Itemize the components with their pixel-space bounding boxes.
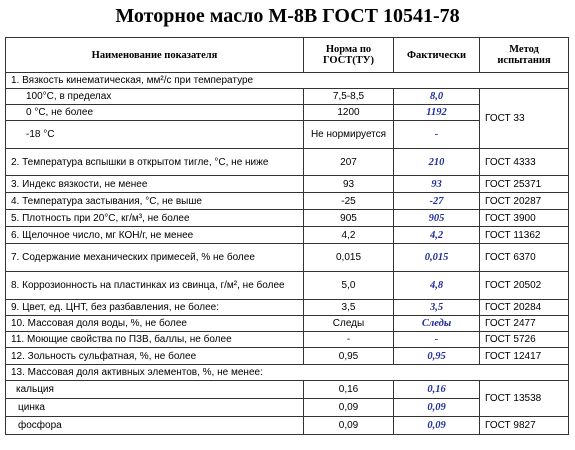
row-name: 3. Индекс вязкости, не менее: [6, 176, 304, 193]
row-fact: -: [394, 121, 480, 149]
document-title: Моторное масло М-8В ГОСТ 10541-78: [115, 5, 460, 27]
table-row: [6, 381, 569, 399]
row-name: 6. Щелочное число, мг КОН/г, не менее: [6, 227, 304, 244]
row-norm: -25: [304, 193, 394, 210]
row-method: ГОСТ 3900: [480, 210, 569, 227]
row-fact: 0,16: [394, 381, 480, 399]
row-name: -18 °С: [6, 121, 304, 149]
row-name: 5. Плотность при 20°С, кг/м³, не более: [6, 210, 304, 227]
header-norm: Норма по ГОСТ(ТУ): [304, 38, 394, 73]
row-name: 7. Содержание механических примесей, % не более: [6, 244, 304, 272]
row-norm: 3,5: [304, 300, 394, 316]
row-name: 4. Температура застывания, °С, не выше: [6, 193, 304, 210]
table-row: [6, 332, 569, 348]
table-row: [6, 149, 569, 176]
row-norm: -: [304, 332, 394, 348]
row-norm: 7,5-8,5: [304, 89, 394, 105]
row-norm: 1200: [304, 105, 394, 121]
header-row: [6, 38, 569, 73]
row-fact: 0,95: [394, 348, 480, 365]
table-row: [6, 348, 569, 365]
row-norm: 0,09: [304, 399, 394, 417]
row-fact: 4,8: [394, 272, 480, 300]
row-name: 2. Температура вспышки в открытом тигле, °С, не ниже: [6, 149, 304, 176]
row-fact: 210: [394, 149, 480, 176]
table-row: [6, 193, 569, 210]
row-fact: Следы: [394, 316, 480, 332]
row-fact: 0,09: [394, 399, 480, 417]
table-row: [6, 365, 569, 381]
row-norm: Следы: [304, 316, 394, 332]
row-name: цинка: [6, 399, 304, 417]
row-method: ГОСТ 6370: [480, 244, 569, 272]
row-fact: 3,5: [394, 300, 480, 316]
row-name: 13. Массовая доля активных элементов, %, не менее:: [6, 365, 569, 381]
row-method: ГОСТ 4333: [480, 149, 569, 176]
row-method: ГОСТ 20502: [480, 272, 569, 300]
row-method: ГОСТ 33: [480, 89, 569, 149]
row-method: ГОСТ 11362: [480, 227, 569, 244]
table-row: [6, 210, 569, 227]
row-name: 9. Цвет, ед. ЦНТ, без разбавления, не более:: [6, 300, 304, 316]
row-fact: 0,09: [394, 417, 480, 435]
table-row: [6, 316, 569, 332]
row-method: ГОСТ 9827: [480, 417, 569, 435]
row-fact: 905: [394, 210, 480, 227]
row-norm: 0,95: [304, 348, 394, 365]
table-row: [6, 176, 569, 193]
row-method: ГОСТ 25371: [480, 176, 569, 193]
row-method: ГОСТ 2477: [480, 316, 569, 332]
table-row: [6, 300, 569, 316]
row-name: 100°С, в пределах: [6, 89, 304, 105]
row-norm: 93: [304, 176, 394, 193]
row-method: ГОСТ 13538: [480, 381, 569, 417]
row-name: 12. Зольность сульфатная, %, не более: [6, 348, 304, 365]
row-norm: 4,2: [304, 227, 394, 244]
row-name: 11. Моющие свойства по ПЗВ, баллы, не более: [6, 332, 304, 348]
row-norm: Не нормируется: [304, 121, 394, 149]
table-row: [6, 272, 569, 300]
row-fact: 93: [394, 176, 480, 193]
table-row: [6, 227, 569, 244]
header-method: Метод испытания: [480, 38, 569, 73]
row-fact: 0,015: [394, 244, 480, 272]
header-fact: Фактически: [394, 38, 480, 73]
row-norm: 0,16: [304, 381, 394, 399]
row-name: кальция: [6, 381, 304, 399]
table-row: [6, 244, 569, 272]
row-fact: 8,0: [394, 89, 480, 105]
row-name: фосфора: [6, 417, 304, 435]
row-fact: 4,2: [394, 227, 480, 244]
header-name: Наименование показателя: [6, 38, 304, 73]
table-row: [6, 73, 569, 89]
row-name: 0 °С, не более: [6, 105, 304, 121]
row-fact: -27: [394, 193, 480, 210]
table-row: [6, 417, 569, 435]
row-norm: 905: [304, 210, 394, 227]
row-fact: -: [394, 332, 480, 348]
row-norm: 5,0: [304, 272, 394, 300]
row-method: ГОСТ 20287: [480, 193, 569, 210]
row-method: ГОСТ 5726: [480, 332, 569, 348]
row-method: ГОСТ 12417: [480, 348, 569, 365]
row-name: 1. Вязкость кинематическая, мм²/с при температуре: [6, 73, 569, 89]
row-norm: 207: [304, 149, 394, 176]
row-fact: 1192: [394, 105, 480, 121]
row-method: ГОСТ 20284: [480, 300, 569, 316]
row-name: 10. Массовая доля воды, %, не более: [6, 316, 304, 332]
table-row: [6, 89, 569, 105]
specification-table: [5, 37, 569, 435]
row-norm: 0,09: [304, 417, 394, 435]
row-name: 8. Коррозионность на пластинках из свинца, г/м², не более: [6, 272, 304, 300]
row-norm: 0,015: [304, 244, 394, 272]
